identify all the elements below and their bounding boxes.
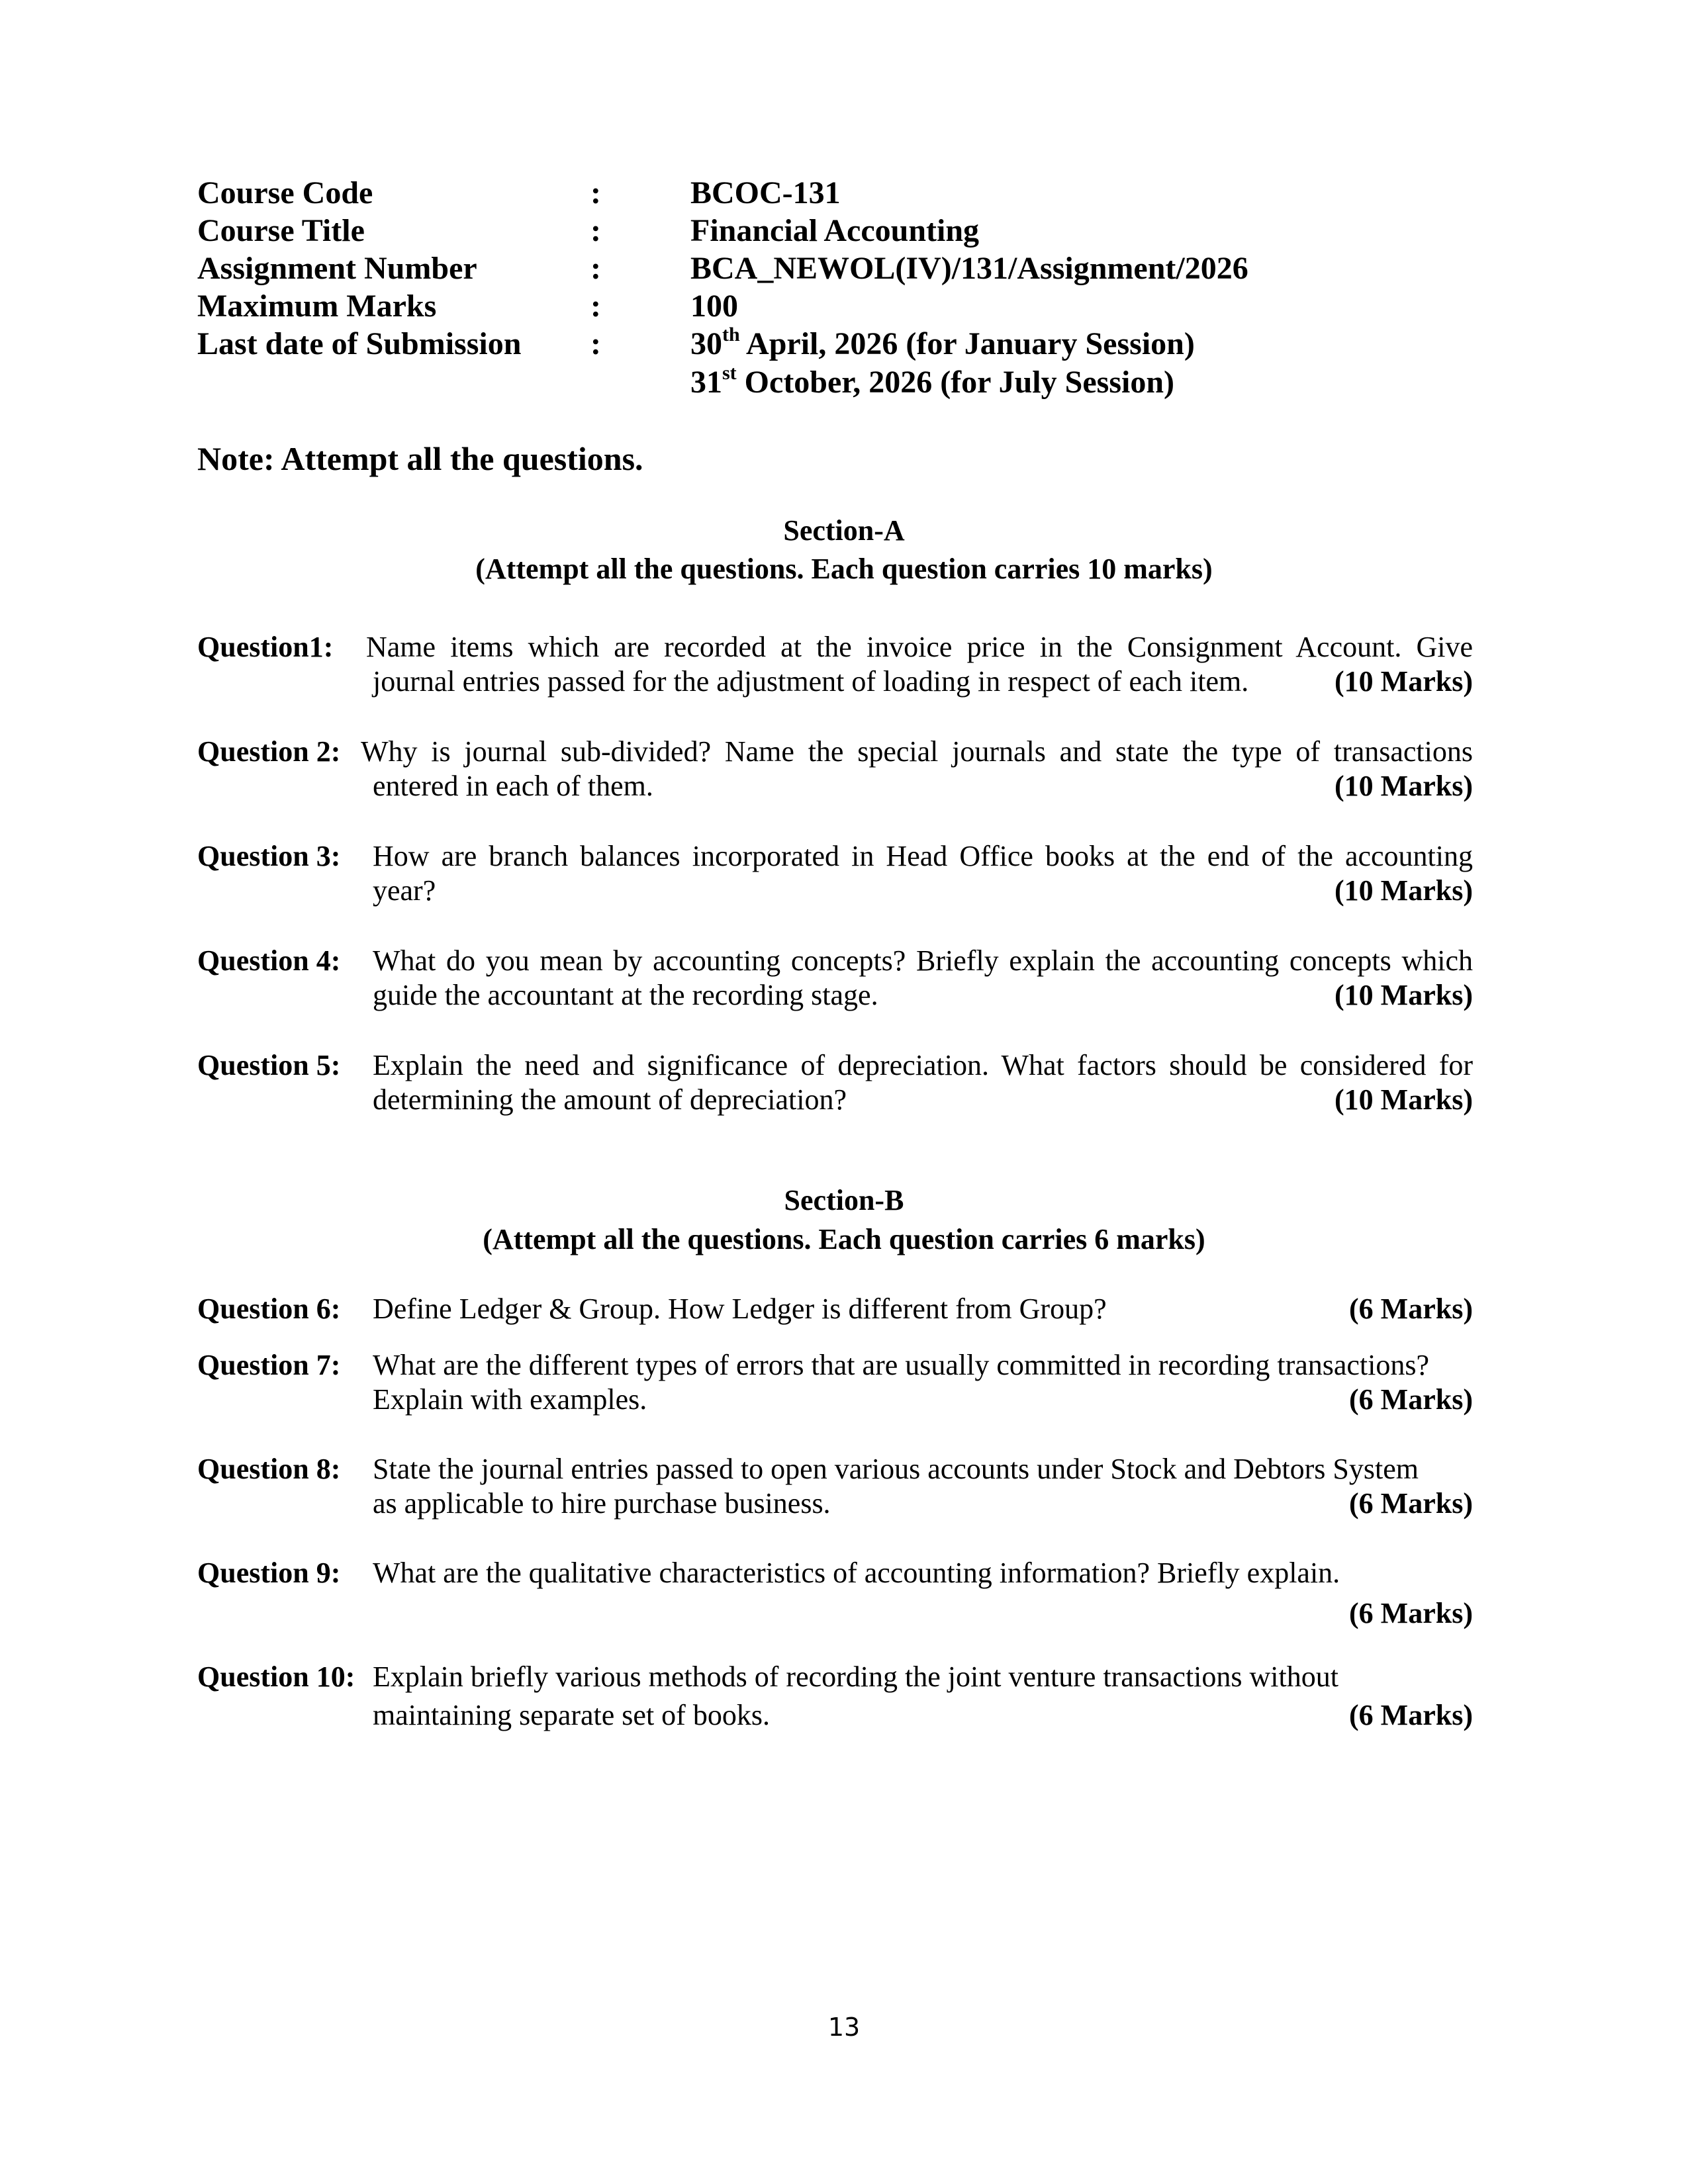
assignment-number-row (197, 250, 1455, 288)
question-9-line-1: What are the qualitative characteristics of accounting information? Briefly explain. (373, 1557, 1340, 1589)
course-code-colon: : (590, 175, 601, 210)
question-5-marks: (10 Marks) (1335, 1083, 1473, 1116)
page-number: 13 (827, 2013, 861, 2042)
question-1-marks: (10 Marks) (1335, 665, 1473, 698)
question-8-line-1: State the journal entries passed to open various accounts under Stock and Debtors System (373, 1453, 1419, 1485)
question-8-label: Question 8: (197, 1453, 341, 1485)
question-1-label: Question1: (197, 631, 334, 663)
last-date-row (197, 325, 1455, 363)
january-session-date (690, 325, 1195, 363)
maximum-marks-row (197, 287, 1455, 326)
july-day: 31 (690, 365, 722, 400)
question-1-line-1: Name items which are recorded at the invoice price in the Consignment Account. Give (366, 631, 1473, 663)
july-session-date (690, 363, 1174, 402)
question-9-marks: (6 Marks) (1349, 1597, 1473, 1629)
question-10-label: Question 10: (197, 1661, 355, 1693)
question-3-line-1: How are branch balances incorporated in Head Office books at the end of the accounting (373, 840, 1473, 872)
question-4-line-1: What do you mean by accounting concepts? Briefly explain the accounting concepts which (373, 944, 1473, 977)
question-5-line-2: determining the amount of depreciation? (373, 1083, 847, 1116)
january-day-suffix: th (722, 324, 740, 345)
question-3-marks: (10 Marks) (1335, 874, 1473, 907)
last-date-row-july (197, 363, 1455, 402)
question-7-line-1: What are the different types of errors that are usually committed in recording transactions? (373, 1349, 1430, 1381)
question-10-line-2: maintaining separate set of books. (373, 1699, 770, 1731)
question-6-marks: (6 Marks) (1349, 1293, 1473, 1325)
course-title-label: Course Title (197, 213, 365, 248)
question-6-line-1: Define Ledger & Group. How Ledger is different from Group? (373, 1293, 1107, 1325)
question-4-line-2: guide the accountant at the recording stage. (373, 979, 878, 1011)
july-day-suffix: st (722, 362, 737, 384)
question-4-marks: (10 Marks) (1335, 979, 1473, 1011)
question-5-label: Question 5: (197, 1049, 341, 1081)
question-3-label: Question 3: (197, 840, 341, 872)
question-7-marks: (6 Marks) (1349, 1383, 1473, 1416)
question-9-label: Question 9: (197, 1557, 341, 1589)
course-title-row (197, 212, 1455, 250)
question-10-line-1: Explain briefly various methods of recording the joint venture transactions without (373, 1661, 1338, 1693)
assignment-number-colon: : (590, 251, 601, 286)
last-date-label: Last date of Submission (197, 326, 522, 361)
question-4-label: Question 4: (197, 944, 341, 977)
question-6-label: Question 6: (197, 1293, 341, 1325)
question-7-label: Question 7: (197, 1349, 341, 1381)
section-b-subtitle: (Attempt all the questions. Each question carries 6 marks) (483, 1223, 1205, 1255)
question-3-line-2: year? (373, 874, 436, 907)
last-date-colon: : (590, 326, 601, 361)
course-code-label: Course Code (197, 175, 373, 210)
note-text: Note: Attempt all the questions. (197, 440, 643, 477)
question-10-marks: (6 Marks) (1349, 1699, 1473, 1731)
january-date-rest: April, 2026 (for January Session) (739, 326, 1195, 361)
question-7-line-2: Explain with examples. (373, 1383, 647, 1416)
maximum-marks-colon: : (590, 289, 601, 324)
january-day: 30 (690, 326, 722, 361)
question-1-line-2: journal entries passed for the adjustment of loading in respect of each item. (373, 665, 1249, 698)
section-a-subtitle: (Attempt all the questions. Each question carries 10 marks) (475, 553, 1213, 585)
question-8-marks: (6 Marks) (1349, 1487, 1473, 1520)
course-title-value: Financial Accounting (690, 213, 980, 248)
question-2-line-1: Why is journal sub-divided? Name the special journals and state the type of transactions (361, 735, 1473, 768)
question-2-marks: (10 Marks) (1335, 770, 1473, 802)
maximum-marks-value: 100 (690, 289, 738, 324)
course-code-row (197, 174, 1455, 212)
section-a-title: Section-A (783, 514, 905, 547)
section-b-title: Section-B (784, 1184, 904, 1216)
question-2-label: Question 2: (197, 735, 341, 768)
assignment-number-label: Assignment Number (197, 251, 477, 286)
july-date-rest: October, 2026 (for July Session) (736, 365, 1175, 400)
course-code-value: BCOC-131 (690, 175, 841, 210)
course-title-colon: : (590, 213, 601, 248)
assignment-number-value: BCA_NEWOL(IV)/131/Assignment/2026 (690, 251, 1248, 286)
question-8-line-2: as applicable to hire purchase business. (373, 1487, 831, 1520)
question-5-line-1: Explain the need and significance of depreciation. What factors should be considered for (373, 1049, 1473, 1081)
question-2-line-2: entered in each of them. (373, 770, 653, 802)
maximum-marks-label: Maximum Marks (197, 289, 437, 324)
